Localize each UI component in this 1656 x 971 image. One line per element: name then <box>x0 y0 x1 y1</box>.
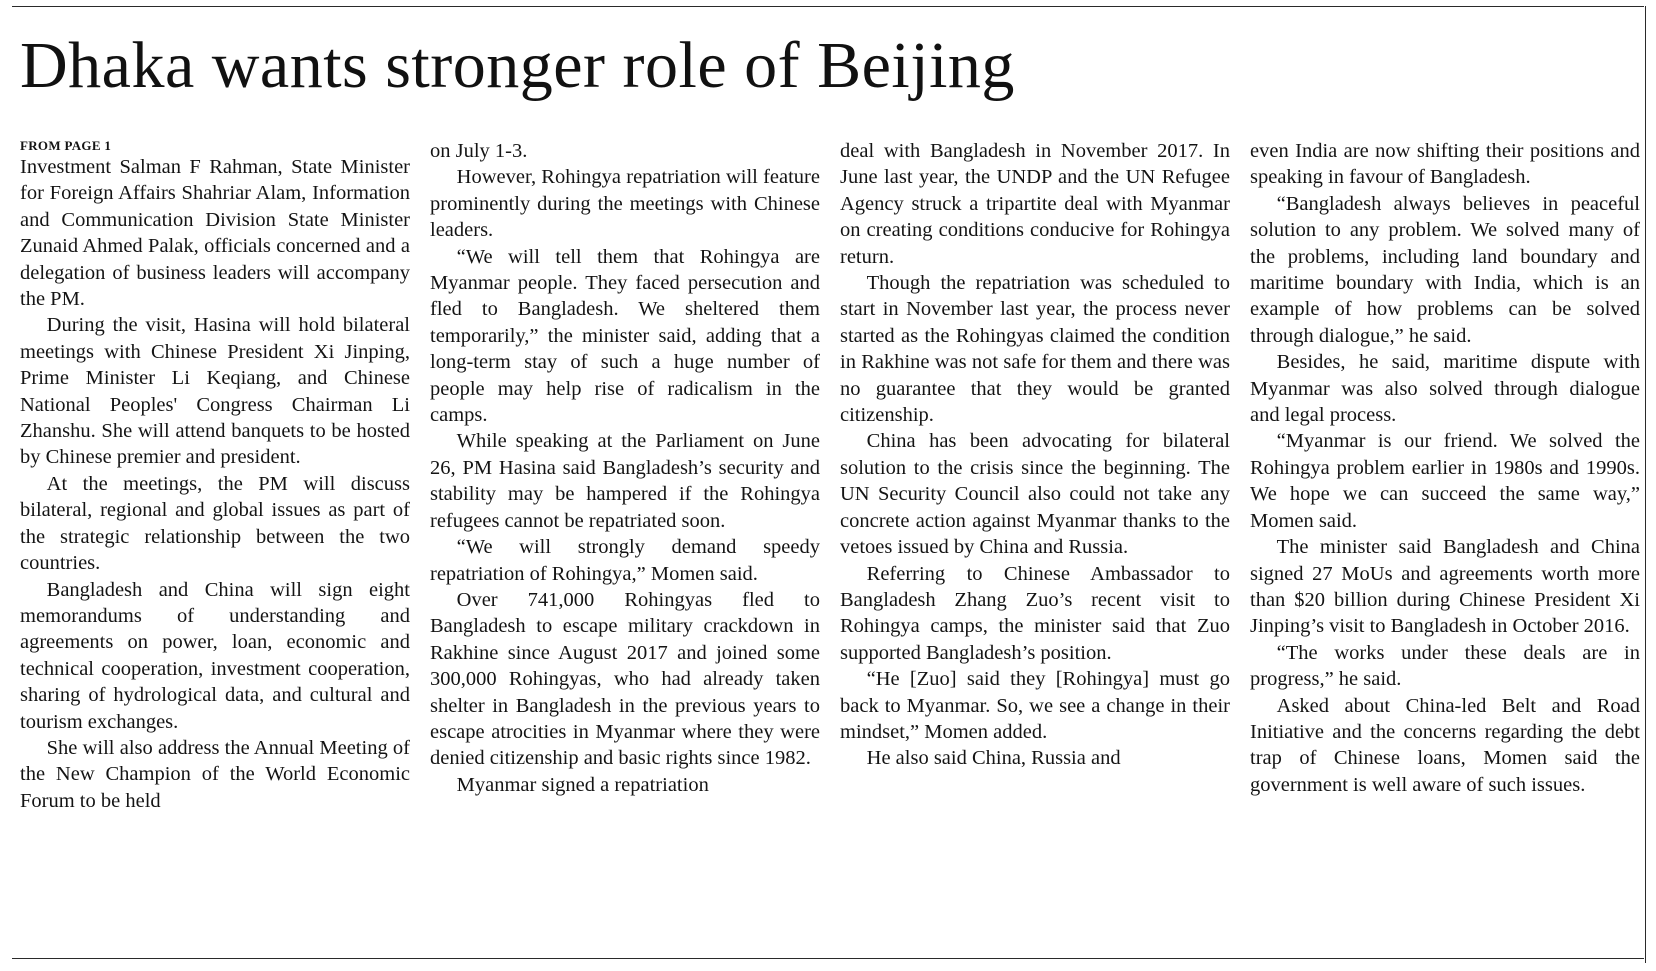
article-body <box>20 138 1640 948</box>
paragraph: The minister said Bangladesh and China signed 27 MoUs and agreements worth more than $20 billion during Chinese President Xi Jinping’s visit to Bangladesh in October 2016. <box>1250 536 1640 638</box>
paragraph: Though the repatriation was scheduled to start in November last year, the process never started as the Rohingyas claimed the condition in Rakhine was not safe for them and there was no guarantee that they would be granted citizenship. <box>840 272 1230 427</box>
paragraph: China has been advocating for bilateral solution to the crisis since the beginning. The UN Security Council also could not take any concrete action against Myanmar thanks to the vetoes issued by China and Russia. <box>840 430 1230 559</box>
paragraph: Investment Salman F Rahman, State Minister for Foreign Affairs Shahriar Alam, Information and Communication Division State Minister Zunaid Ahmed Palak, officials concerned and a delegation of business leaders will accompany the PM. <box>20 156 410 311</box>
paragraph: on July 1-3. <box>430 140 528 162</box>
paragraph: “He [Zuo] said they [Rohingya] must go back to Myanmar. So, we see a change in their mindset,” Momen added. <box>840 668 1230 743</box>
paragraph: “Myanmar is our friend. We solved the Rohingya problem earlier in 1980s and 1990s. We hope we can succeed the same way,” Momen said. <box>1250 430 1640 532</box>
paragraph: At the meetings, the PM will discuss bilateral, regional and global issues as part of the strategic relationship between the two countries. <box>20 472 410 575</box>
column-4 <box>1250 138 1640 948</box>
bottom-rule <box>12 958 1644 959</box>
paragraph: deal with Bangladesh in November 2017. In June last year, the UNDP and the UN Refugee Agency struck a tripartite deal with Myanmar on creating conditions conducive for Rohingya return. <box>840 140 1230 268</box>
paragraph: “We will tell them that Rohingya are Myanmar people. They faced persecution and fled to Bangladesh. We sheltered them temporarily,” the minister said, adding that a long-term stay of such a huge number of people may help rise of radicalism in the camps. <box>430 245 820 427</box>
paragraph: However, Rohingya repatriation will feature prominently during the meetings with Chinese leaders. <box>430 166 820 242</box>
from-page-kicker: FROM PAGE 1 <box>20 138 112 153</box>
paragraph: During the visit, Hasina will hold bilateral meetings with Chinese President Xi Jinping, Prime Minister Li Keqiang, and Chinese National Peoples' Congress Chairman Li Zhanshu. She will attend banquets to be hosted by Chinese premier and president. <box>20 314 410 469</box>
paragraph: “Bangladesh always believes in peaceful solution to any problem. We solved many of the problems, including land boundary and maritime boundary with India, which is an example of how problems can be solved through dialogue,” he said. <box>1250 192 1640 347</box>
column-2 <box>430 138 820 948</box>
paragraph: “The works under these deals are in progress,” he said. <box>1250 641 1640 691</box>
paragraph: “We will strongly demand speedy repatriation of Rohingya,” Momen said. <box>430 536 820 585</box>
paragraph: She will also address the Annual Meeting of the New Champion of the World Economic Forum to be held <box>20 736 410 812</box>
column-3 <box>840 138 1230 948</box>
headline: Dhaka wants stronger role of Beijing <box>20 29 1015 102</box>
column-1 <box>20 138 410 948</box>
paragraph: Myanmar signed a repatriation <box>456 773 709 796</box>
paragraph: He also said China, Russia and <box>866 747 1121 770</box>
paragraph: Referring to Chinese Ambassador to Bangladesh Zhang Zuo’s recent visit to Rohingya camps, the minister said that Zuo supported Bangladesh’s position. <box>840 562 1230 664</box>
right-rule <box>1645 6 1646 963</box>
paragraph: Bangladesh and China will sign eight memorandums of understanding and agreements on power, loan, economic and technical cooperation, investment cooperation, sharing of hydrological data, and cultural and tourism exchanges. <box>20 578 410 733</box>
paragraph: While speaking at the Parliament on June 26, PM Hasina said Bangladesh’s security and stability may be hampered if the Rohingya refugees cannot be repatriated soon. <box>430 430 820 532</box>
paragraph: even India are now shifting their positions and speaking in favour of Bangladesh. <box>1250 140 1640 189</box>
paragraph: Besides, he said, maritime dispute with Myanmar was also solved through dialogue and legal process. <box>1250 351 1640 427</box>
top-rule <box>12 6 1644 7</box>
paragraph: Over 741,000 Rohingyas fled to Bangladesh to escape military crackdown in Rakhine since August 2017 and joined some 300,000 Rohingyas, who had already taken shelter in Bangladesh in the previous years to escape atrocities in Myanmar where they were denied citizenship and basic rights since 1982. <box>430 588 820 770</box>
paragraph: Asked about China-led Belt and Road Initiative and the concerns regarding the debt trap of Chinese loans, Momen said the government is well aware of such issues. <box>1250 694 1640 796</box>
